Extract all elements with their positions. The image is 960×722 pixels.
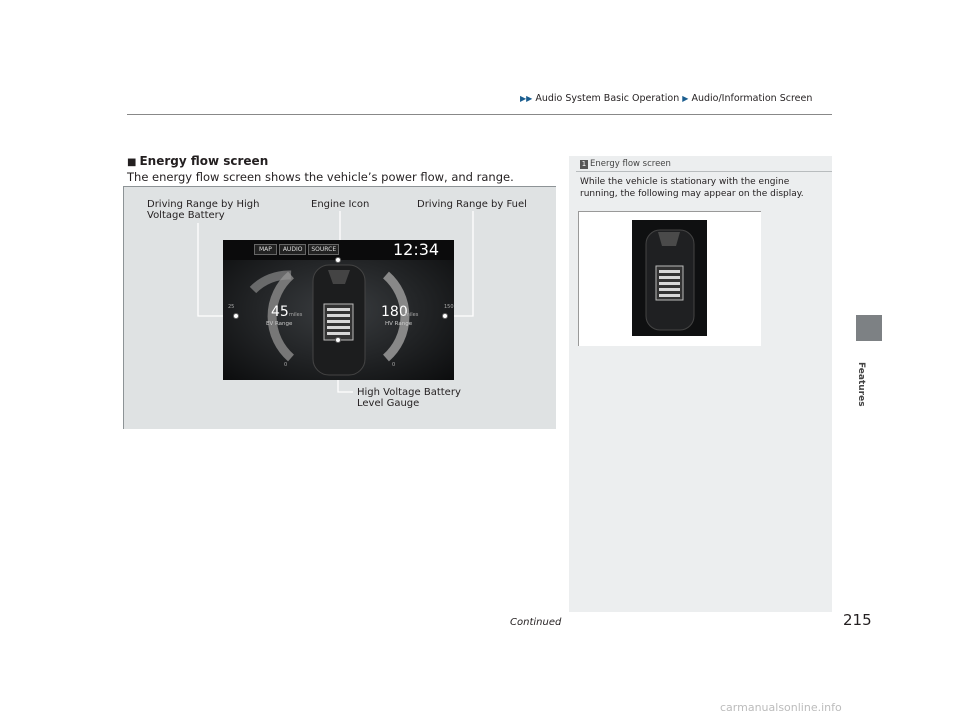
arrow-icon: ▶▶ bbox=[520, 94, 533, 103]
section-tab bbox=[856, 315, 882, 341]
hv-range-value: 180 bbox=[381, 304, 408, 320]
callout-fuel-range: Driving Range by Fuel bbox=[417, 199, 527, 210]
callout-line: High Voltage Battery bbox=[357, 387, 461, 398]
hv-range-unit: miles bbox=[405, 312, 419, 318]
callout-line: Voltage Battery bbox=[147, 210, 225, 221]
ev-range-label: EV Range bbox=[266, 321, 293, 327]
sidebar-note-rule bbox=[576, 171, 832, 172]
screen-clock: 12:34 bbox=[393, 240, 440, 259]
watermark: carmanualsonline.info bbox=[720, 701, 842, 714]
note-marker-icon: 1 bbox=[581, 160, 587, 168]
section-description: The energy flow screen shows the vehicle’s power flow, and range. bbox=[127, 170, 514, 184]
right-scale-min: 0 bbox=[392, 362, 396, 368]
heading-text: Energy flow screen bbox=[139, 154, 269, 168]
left-scale-max: 25 bbox=[228, 304, 235, 310]
right-scale-max: 150 bbox=[444, 304, 454, 310]
hv-range-label: HV Range bbox=[385, 321, 413, 327]
ev-range-unit: miles bbox=[289, 312, 303, 318]
sidebar-note-text: While the vehicle is stationary with the engine running, the following may appear on the display. bbox=[580, 177, 804, 199]
callout-line: Level Gauge bbox=[357, 398, 420, 409]
stationary-display-image bbox=[632, 220, 707, 336]
header-rule bbox=[127, 114, 832, 115]
energy-flow-display bbox=[223, 240, 454, 380]
sidebar-note-title bbox=[580, 159, 671, 169]
breadcrumb-item[interactable]: Audio System Basic Operation bbox=[535, 93, 680, 104]
map-tab[interactable]: MAP bbox=[254, 244, 277, 255]
breadcrumb-item[interactable]: Audio/Information Screen bbox=[691, 93, 813, 104]
page-number: 215 bbox=[843, 611, 872, 629]
audio-tab[interactable]: AUDIO bbox=[279, 244, 307, 255]
section-tab-label: Features bbox=[856, 362, 866, 407]
section-heading bbox=[127, 154, 268, 168]
source-tab[interactable]: SOURCE bbox=[308, 244, 339, 255]
arrow-icon: ▶ bbox=[682, 94, 689, 103]
left-scale-min: 0 bbox=[284, 362, 288, 368]
ev-range-value: 45 bbox=[271, 304, 289, 320]
square-bullet-icon: ■ bbox=[127, 157, 137, 168]
continued-label: Continued bbox=[510, 617, 562, 628]
callout-line: Driving Range by High bbox=[147, 199, 260, 210]
breadcrumb bbox=[520, 93, 812, 104]
screen-tabs bbox=[254, 246, 339, 253]
callout-engine-icon: Engine Icon bbox=[311, 199, 370, 210]
note-title-text: Energy flow screen bbox=[590, 159, 671, 169]
